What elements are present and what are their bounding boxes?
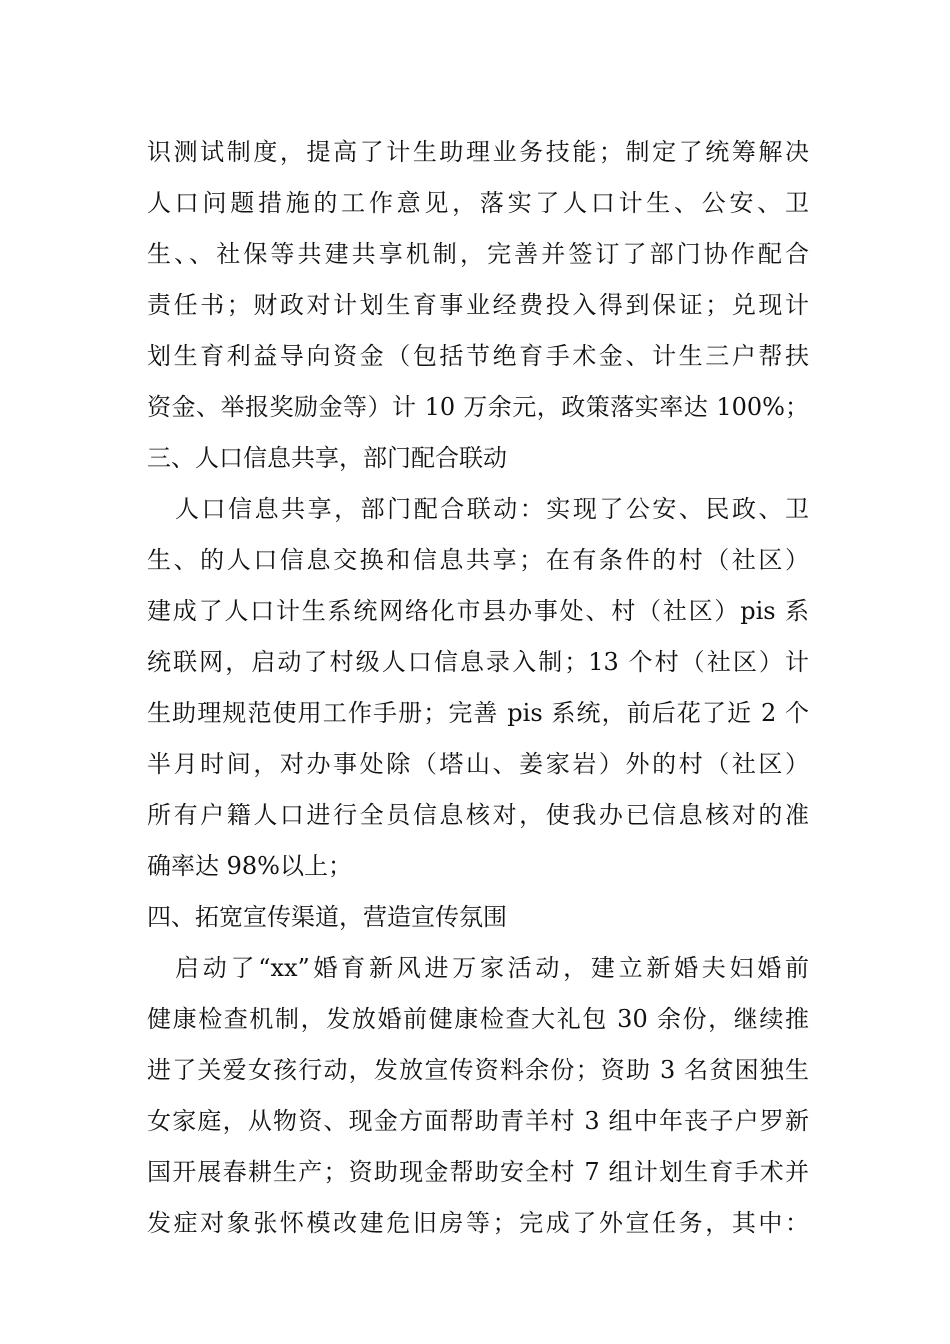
paragraph-line: 责任书；财政对计划生育事业经费投入得到保证；兑现计 xyxy=(147,291,809,319)
paragraph-line: 划生育利益导向资金（包括节绝育手术金、计生三户帮扶 xyxy=(147,342,809,370)
paragraph-line: 人口信息共享，部门配合联动：实现了公安、民政、卫 xyxy=(175,495,809,523)
paragraph-line: 启动了“xx”婚育新风进万家活动，建立新婚夫妇婚前 xyxy=(175,954,809,982)
paragraph-line: 确率达 98%以上； xyxy=(147,852,352,880)
paragraph-line: 生、、社保等共建共享机制，完善并签订了部门协作配合 xyxy=(147,240,809,268)
paragraph-line: 生、的人口信息交换和信息共享；在有条件的村（社区） xyxy=(147,546,809,574)
paragraph-line: 发症对象张怀模改建危旧房等；完成了外宣任务，其中： xyxy=(147,1209,809,1237)
paragraph-line: 半月时间，对办事处除（塔山、姜家岩）外的村（社区） xyxy=(147,750,809,778)
document-body xyxy=(147,127,809,1249)
paragraph-line: 统联网，启动了村级人口信息录入制；13 个村（社区）计 xyxy=(147,648,809,676)
paragraph-line: 资金、举报奖励金等）计 10 万余元，政策落实率达 100%； xyxy=(147,393,809,421)
section-heading-4: 四、拓宽宣传渠道，营造宣传氛围 xyxy=(147,903,507,931)
paragraph-line: 进了关爱女孩行动，发放宣传资料余份；资助 3 名贫困独生 xyxy=(147,1056,809,1084)
paragraph-line: 女家庭，从物资、现金方面帮助青羊村 3 组中年丧子户罗新 xyxy=(147,1107,809,1135)
paragraph-line: 建成了人口计生系统网络化市县办事处、村（社区）pis 系 xyxy=(147,597,809,625)
paragraph-line: 识测试制度，提高了计生助理业务技能；制定了统筹解决 xyxy=(147,138,809,166)
paragraph-line: 国开展春耕生产；资助现金帮助安全村 7 组计划生育手术并 xyxy=(147,1158,809,1186)
paragraph-line: 人口问题措施的工作意见，落实了人口计生、公安、卫 xyxy=(147,189,809,217)
paragraph-line: 所有户籍人口进行全员信息核对，使我办已信息核对的准 xyxy=(147,801,809,829)
paragraph-line: 生助理规范使用工作手册；完善 pis 系统，前后花了近 2 个 xyxy=(147,699,809,727)
paragraph-line: 健康检查机制，发放婚前健康检查大礼包 30 余份，继续推 xyxy=(147,1005,809,1033)
section-heading-3: 三、人口信息共享，部门配合联动 xyxy=(147,444,507,472)
